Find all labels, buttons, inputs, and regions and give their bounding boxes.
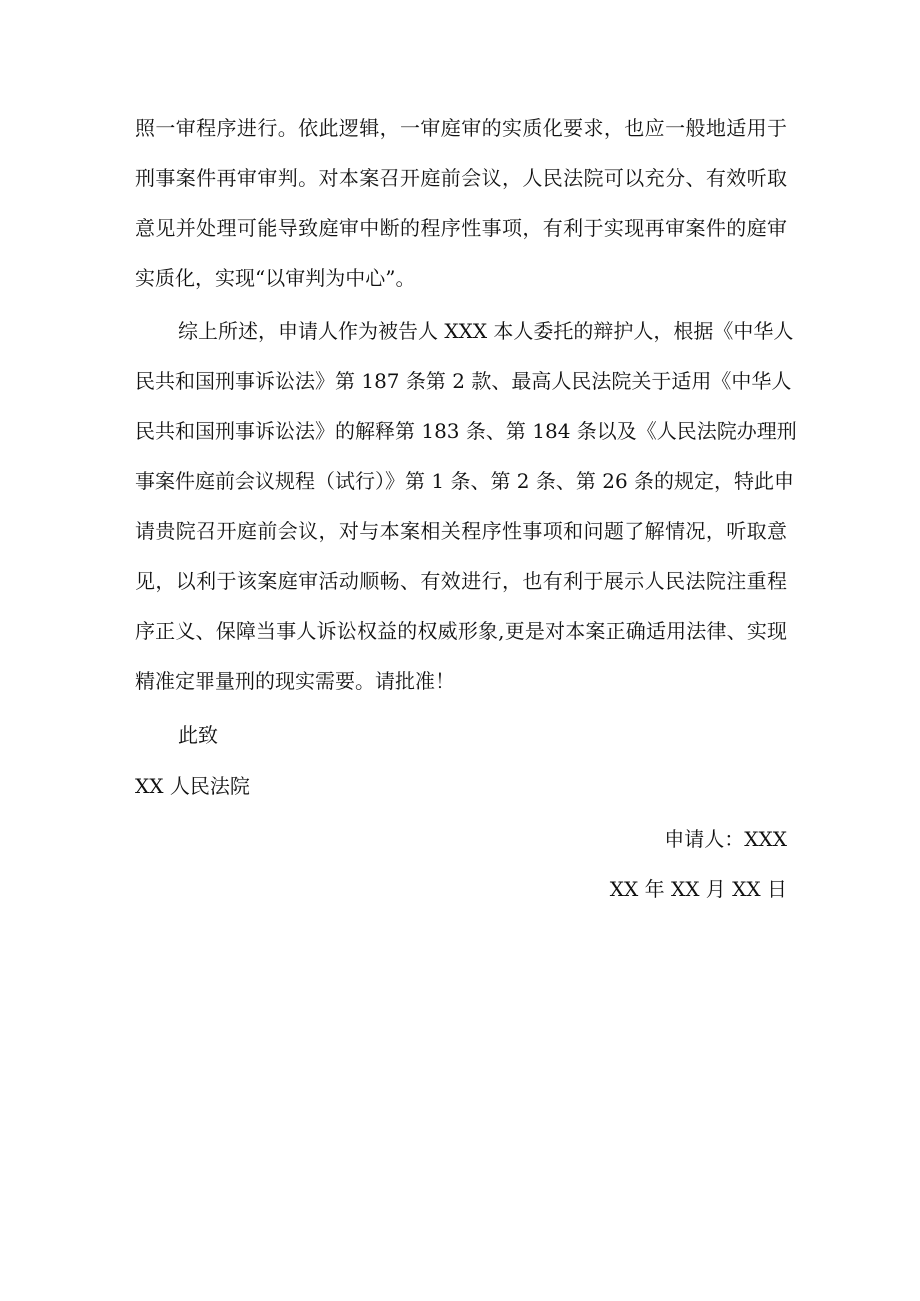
paragraph-2-line-2: 民共和国刑事诉讼法》第 187 条第 2 款、最高人民法院关于适用《中华人: [135, 369, 792, 393]
paragraph-1-line-4: 实质化，实现“以审判为中心”。: [135, 266, 416, 290]
paragraph-2-line-1: 综上所述，申请人作为被告人 XXX 本人委托的辩护人，根据《中华人: [178, 319, 794, 343]
paragraph-2-line-4: 事案件庭前会议规程（试行）》第 1 条、第 2 条、第 26 条的规定，特此申: [135, 469, 795, 493]
salutation: 此致: [178, 723, 218, 747]
applicant-signature: 申请人：XXX: [664, 827, 787, 851]
paragraph-1-line-3: 意见并处理可能导致庭审中断的程序性事项，有利于实现再审案件的庭审: [135, 216, 787, 240]
paragraph-2-line-3: 民共和国刑事诉讼法》的解释第 183 条、第 184 条以及《人民法院办理刑: [135, 419, 797, 443]
paragraph-2-line-8: 精准定罪量刑的现实需要。请批准！: [135, 669, 455, 693]
paragraph-1-line-1: 照一审程序进行。依此逻辑，一审庭审的实质化要求，也应一般地适用于: [135, 116, 787, 140]
paragraph-2-line-6: 见，以利于该案庭审活动顺畅、有效进行，也有利于展示人民法院注重程: [135, 569, 787, 593]
paragraph-1-line-2: 刑事案件再审审判。对本案召开庭前会议，人民法院可以充分、有效听取: [135, 166, 787, 190]
paragraph-2-line-7: 序正义、保障当事人诉讼权益的权威形象,更是对本案正确适用法律、实现: [135, 619, 787, 643]
paragraph-2-line-5: 请贵院召开庭前会议，对与本案相关程序性事项和问题了解情况，听取意: [135, 519, 787, 543]
recipient: XX 人民法院: [135, 774, 250, 798]
date: XX 年 XX 月 XX 日: [609, 877, 787, 901]
